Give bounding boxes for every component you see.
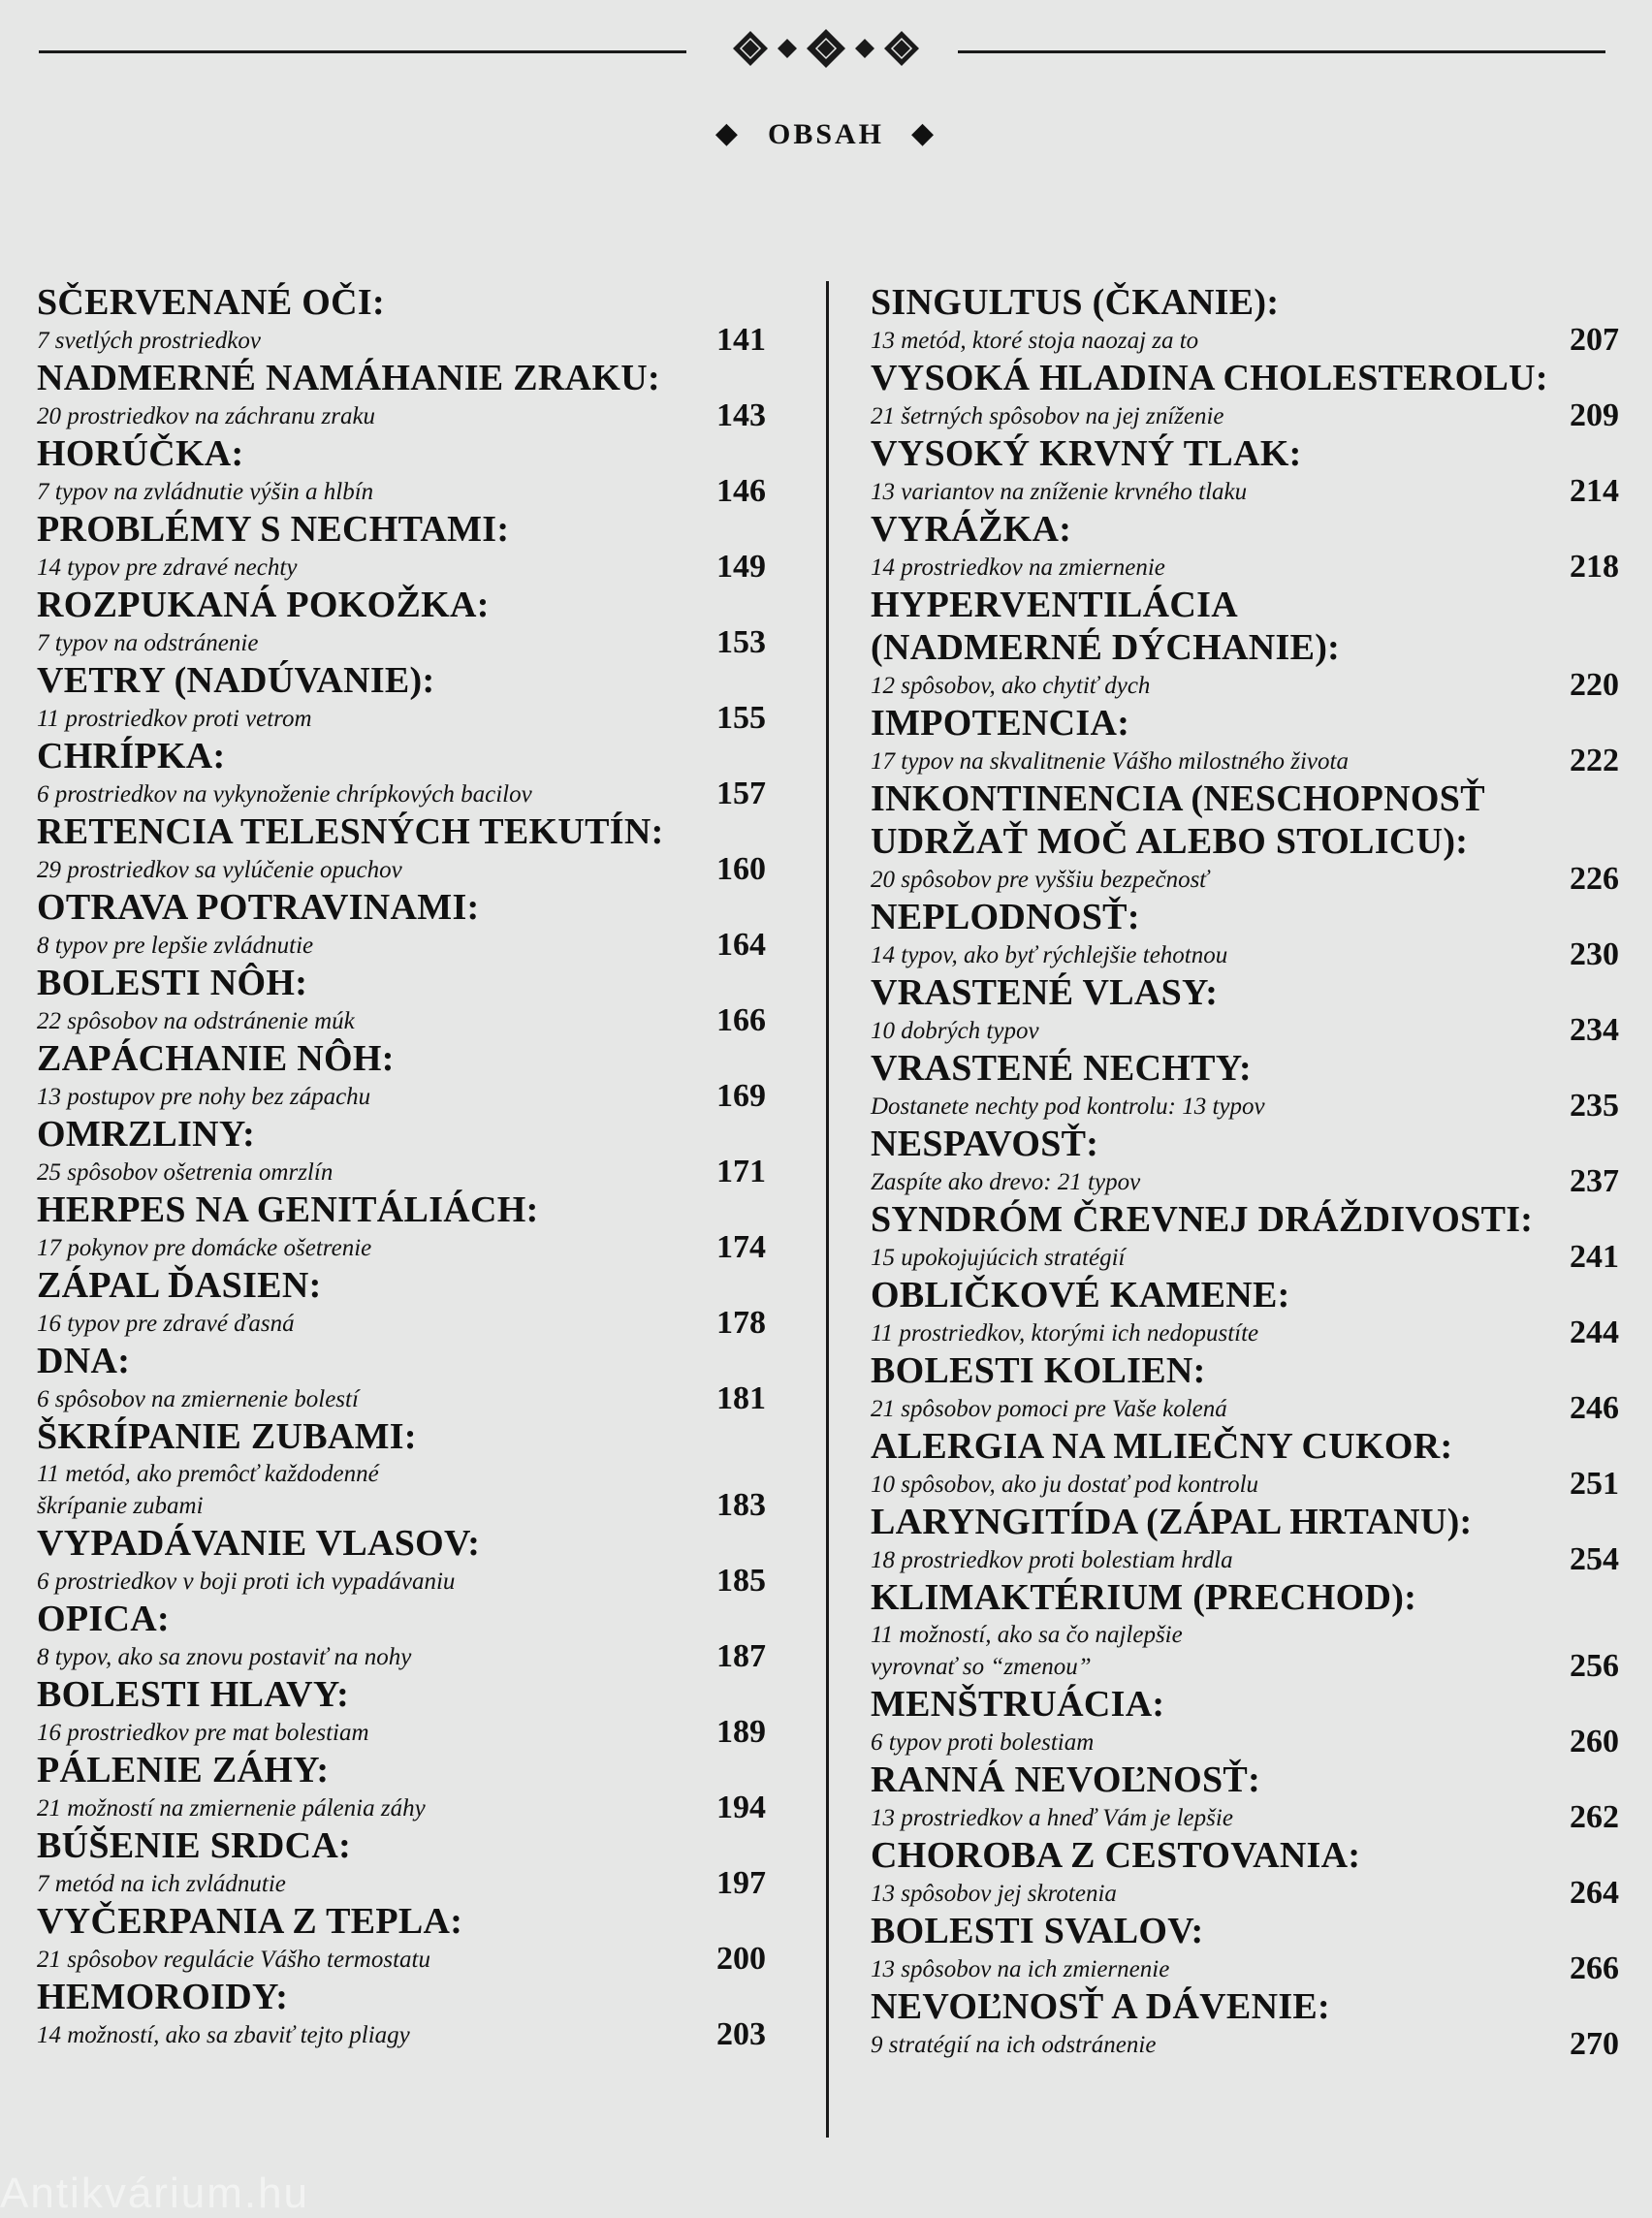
toc-entry <box>37 810 766 886</box>
entry-title: BOLESTI HLAVY: <box>37 1674 350 1715</box>
entry-detail-row <box>37 1867 766 1900</box>
entry-description: 7 typov na zvládnutie výšin a hlbín <box>37 479 374 505</box>
entry-title: NEPLODNOSŤ: <box>871 897 1140 937</box>
entry-description: 25 spôsobov ošetrenia omrzlín <box>37 1159 334 1186</box>
entry-title: ŠKRÍPANIE ZUBAMI: <box>37 1416 417 1457</box>
entry-detail-row <box>871 1165 1619 1198</box>
entry-description: Dostanete nechty pod kontrolu: 13 typov <box>871 1093 1265 1120</box>
toc-entry <box>871 777 1619 896</box>
entry-description: 6 typov proti bolestiam <box>871 1729 1095 1756</box>
entry-title: PROBLÉMY S NECHTAMI: <box>37 509 510 550</box>
toc-entry <box>871 432 1619 508</box>
toc-entry <box>37 1522 766 1598</box>
toc-entry <box>37 886 766 962</box>
entry-title: CHOROBA Z CESTOVANIA: <box>871 1835 1361 1876</box>
page-number: 209 <box>1570 397 1619 433</box>
page-number: 178 <box>716 1305 766 1341</box>
entry-detail-row <box>37 551 766 584</box>
page-number: 230 <box>1570 936 1619 972</box>
entry-title: ZAPÁCHANIE NÔH: <box>37 1038 395 1079</box>
page-number: 222 <box>1570 743 1619 778</box>
entry-detail-row <box>37 853 766 886</box>
entry-detail-row <box>37 1791 766 1824</box>
entry-description: 18 prostriedkov proti bolestiam hrdla <box>871 1547 1233 1573</box>
page-number: 160 <box>716 851 766 887</box>
entry-detail-row <box>37 777 766 810</box>
entry-title: VYRÁŽKA: <box>871 509 1072 550</box>
entry-title: INKONTINENCIA (NESCHOPNOSŤ UDRŽAŤ MOČ ALEBO STOLICU): <box>871 778 1485 862</box>
page-number: 185 <box>716 1563 766 1599</box>
entry-detail-row <box>37 1156 766 1188</box>
toc-entry <box>37 1824 766 1900</box>
entry-description: 17 typov na skvalitnenie Vášho milostného života <box>871 748 1349 775</box>
page-number: 194 <box>716 1790 766 1825</box>
page-number: 260 <box>1570 1724 1619 1759</box>
toc-entry <box>37 1900 766 1976</box>
entry-description: 10 dobrých typov <box>871 1018 1039 1044</box>
entry-detail-row <box>871 1014 1619 1047</box>
page-number: 234 <box>1570 1012 1619 1048</box>
entry-title: BOLESTI NÔH: <box>37 963 308 1003</box>
page-number: 157 <box>716 776 766 811</box>
page-number: 187 <box>716 1638 766 1674</box>
entry-description: 11 prostriedkov proti vetrom <box>37 706 312 732</box>
entry-description: 29 prostriedkov sa vylúčenie opuchov <box>37 857 402 883</box>
page-number: 143 <box>716 397 766 433</box>
entry-description: 20 prostriedkov na záchranu zraku <box>37 403 376 429</box>
entry-title: KLIMAKTÉRIUM (PRECHOD): <box>871 1577 1417 1618</box>
toc-entry <box>871 1047 1619 1123</box>
entry-title: HERPES NA GENITÁLIÁCH: <box>37 1189 539 1230</box>
entry-title: CHRÍPKA: <box>37 736 226 776</box>
entry-detail-row <box>37 324 766 357</box>
entry-detail-row <box>37 2018 766 2051</box>
entry-detail-row <box>871 1090 1619 1123</box>
entry-detail-row <box>37 1307 766 1340</box>
toc-entry <box>871 1834 1619 1910</box>
entry-description: 16 typov pre zdravé ďasná <box>37 1311 295 1337</box>
entry-description: 13 metód, ktoré stoja naozaj za to <box>871 328 1199 354</box>
entry-title: LARYNGITÍDA (ZÁPAL HRTANU): <box>871 1502 1473 1542</box>
toc-entry <box>871 1683 1619 1759</box>
toc-entry <box>871 1501 1619 1576</box>
entry-title: VYSOKÁ HLADINA CHOLESTEROLU: <box>871 358 1548 398</box>
entry-title: OBLIČKOVÉ KAMENE: <box>871 1275 1290 1315</box>
entry-description: 14 typov pre zdravé nechty <box>37 554 298 581</box>
page-number: 262 <box>1570 1799 1619 1835</box>
entry-title: RANNÁ NEVOĽNOSŤ: <box>871 1759 1261 1800</box>
entry-title: DNA: <box>37 1341 131 1381</box>
entry-detail-row <box>871 1952 1619 1985</box>
entry-title: OTRAVA POTRAVINAMI: <box>37 887 480 928</box>
toc-entry <box>37 962 766 1037</box>
page-number: 171 <box>716 1154 766 1189</box>
watermark: Antikvárium.hu <box>0 2170 310 2217</box>
entry-description: 21 šetrných spôsobov na jej zníženie <box>871 403 1224 429</box>
page-number: 218 <box>1570 549 1619 585</box>
page-number: 183 <box>716 1487 766 1523</box>
entry-description: 13 spôsobov jej skrotenia <box>871 1881 1117 1907</box>
toc-entry <box>37 1415 766 1522</box>
toc-entry <box>37 508 766 584</box>
page-number: 241 <box>1570 1239 1619 1275</box>
entry-description: 11 možností, ako sa čo najlepšie vyrovnať so “zmenou” <box>871 1622 1183 1680</box>
toc-entry <box>37 584 766 659</box>
entry-description: 16 prostriedkov pre mat bolestiam <box>37 1720 369 1746</box>
entry-description: 13 spôsobov na ich zmiernenie <box>871 1956 1170 1982</box>
toc-entry <box>37 659 766 735</box>
entry-detail-row <box>871 324 1619 357</box>
toc-entry <box>871 508 1619 584</box>
entry-title: HYPERVENTILÁCIA (NADMERNÉ DÝCHANIE): <box>871 585 1341 668</box>
entry-detail-row <box>871 1801 1619 1834</box>
entry-description: 14 typov, ako byť rýchlejšie tehotnou <box>871 942 1228 968</box>
toc-entry <box>871 1349 1619 1425</box>
page-number: 237 <box>1570 1163 1619 1199</box>
page-number: 266 <box>1570 1950 1619 1986</box>
entry-description: 21 možností na zmiernenie pálenia záhy <box>37 1795 426 1822</box>
entry-description: 13 postupov pre nohy bez zápachu <box>37 1084 371 1110</box>
entry-description: 11 metód, ako premôcť každodenné škrípanie zubami <box>37 1461 379 1519</box>
toc-entry <box>871 896 1619 971</box>
toc-entry <box>871 584 1619 702</box>
entry-description: 12 spôsobov, ako chytiť dych <box>871 673 1151 699</box>
entry-description: 7 typov na odstránenie <box>37 630 259 656</box>
page-number: 174 <box>716 1229 766 1265</box>
top-rule-left <box>39 50 686 53</box>
entry-title: BÚŠENIE SRDCA: <box>37 1825 352 1866</box>
entry-detail-row <box>871 475 1619 508</box>
entry-description: 6 prostriedkov na vykynoženie chrípkových bacilov <box>37 781 532 808</box>
entry-title: VRASTENÉ VLASY: <box>871 972 1219 1013</box>
page-number: 164 <box>716 927 766 963</box>
entry-detail-row <box>871 1241 1619 1274</box>
entry-title: RETENCIA TELESNÝCH TEKUTÍN: <box>37 811 664 852</box>
entry-title: HEMOROIDY: <box>37 1977 289 2017</box>
toc-entry <box>37 1113 766 1188</box>
entry-detail-row <box>871 1619 1619 1683</box>
toc-entry <box>871 1576 1619 1683</box>
entry-title: VYČERPANIA Z TEPLA: <box>37 1901 463 1942</box>
entry-title: SINGULTUS (ČKANIE): <box>871 282 1280 323</box>
entry-description: 20 spôsobov pre vyššiu bezpečnosť <box>871 867 1209 893</box>
page-number: 254 <box>1570 1541 1619 1577</box>
page-number: 207 <box>1570 322 1619 358</box>
toc-entry <box>37 357 766 432</box>
diamond-ornament-icon <box>729 25 923 72</box>
entry-description: 15 upokojujúcich stratégií <box>871 1245 1126 1271</box>
page-number: 214 <box>1570 473 1619 509</box>
entry-detail-row <box>871 1392 1619 1425</box>
page-number: 189 <box>716 1714 766 1750</box>
entry-title: VYPADÁVANIE VLASOV: <box>37 1523 481 1564</box>
page-number: 141 <box>716 322 766 358</box>
toc-entry <box>871 1198 1619 1274</box>
page-number: 235 <box>1570 1088 1619 1124</box>
entry-description: 14 prostriedkov na zmiernenie <box>871 554 1165 581</box>
diamond-icon: ◆ <box>715 117 741 149</box>
page-number: 246 <box>1570 1390 1619 1426</box>
entry-description: 7 svetlých prostriedkov <box>37 328 261 354</box>
page-number: 169 <box>716 1078 766 1114</box>
entry-detail-row <box>871 1726 1619 1759</box>
entry-title: NESPAVOSŤ: <box>871 1124 1099 1164</box>
page-number: 264 <box>1570 1875 1619 1911</box>
entry-title: IMPOTENCIA: <box>871 703 1130 744</box>
entry-description: 11 prostriedkov, ktorými ich nedopustíte <box>871 1320 1259 1347</box>
entry-title: OPICA: <box>37 1599 170 1639</box>
entry-title: SČERVENANÉ OČI: <box>37 282 385 323</box>
entry-title: ZÁPAL ĎASIEN: <box>37 1265 322 1306</box>
entry-title: OMRZLINY: <box>37 1114 256 1155</box>
page-title: OBSAH <box>767 118 885 150</box>
page-number: 146 <box>716 473 766 509</box>
toc-entry <box>37 281 766 357</box>
entry-detail-row <box>871 669 1619 702</box>
entry-title: MENŠTRUÁCIA: <box>871 1684 1165 1725</box>
page-number: 149 <box>716 549 766 585</box>
entry-description: 21 spôsobov pomoci pre Vaše kolená <box>871 1396 1227 1422</box>
entry-title: NEVOĽNOSŤ A DÁVENIE: <box>871 1986 1331 2027</box>
page-number: 153 <box>716 624 766 660</box>
entry-title: NADMERNÉ NAMÁHANIE ZRAKU: <box>37 358 660 398</box>
entry-description: 7 metód na ich zvládnutie <box>37 1871 286 1897</box>
entry-detail-row <box>37 1004 766 1037</box>
entry-title: ALERGIA NA MLIEČNY CUKOR: <box>871 1426 1453 1467</box>
toc-entry <box>37 1598 766 1673</box>
top-rule-right <box>958 50 1605 53</box>
entry-detail-row <box>871 938 1619 971</box>
toc-entry <box>37 432 766 508</box>
entry-detail-row <box>871 1316 1619 1349</box>
toc-entry <box>871 1985 1619 2061</box>
entry-detail-row <box>871 1877 1619 1910</box>
entry-description: 6 prostriedkov v boji proti ich vypadávaniu <box>37 1568 456 1595</box>
entry-detail-row <box>37 929 766 962</box>
entry-detail-row <box>871 399 1619 432</box>
entry-detail-row <box>871 1543 1619 1576</box>
page-number: 256 <box>1570 1648 1619 1684</box>
page-number: 203 <box>716 2016 766 2052</box>
toc-entry <box>37 1188 766 1264</box>
entry-description: 9 stratégií na ich odstránenie <box>871 2032 1157 2058</box>
entry-description: 13 prostriedkov a hneď Vám je lepšie <box>871 1805 1233 1831</box>
entry-description: 10 spôsobov, ako ju dostať pod kontrolu <box>871 1472 1259 1498</box>
toc-entry <box>37 1673 766 1749</box>
entry-description: 6 spôsobov na zmiernenie bolestí <box>37 1386 359 1412</box>
toc-entry <box>871 1274 1619 1349</box>
entry-detail-row <box>37 1231 766 1264</box>
entry-detail-row <box>37 399 766 432</box>
page-number: 251 <box>1570 1466 1619 1502</box>
page-number: 226 <box>1570 861 1619 897</box>
page-number: 220 <box>1570 667 1619 703</box>
column-divider <box>826 281 829 2138</box>
diamond-icon: ◆ <box>911 117 937 149</box>
entry-detail-row <box>871 551 1619 584</box>
toc-entry <box>37 1340 766 1415</box>
toc-entry <box>871 971 1619 1047</box>
entry-description: 17 pokynov pre domácke ošetrenie <box>37 1235 372 1261</box>
entry-detail-row <box>37 1943 766 1976</box>
toc-entry <box>871 1759 1619 1834</box>
entry-detail-row <box>37 1458 766 1522</box>
entry-detail-row <box>37 1716 766 1749</box>
entry-title: VYSOKÝ KRVNÝ TLAK: <box>871 433 1302 474</box>
page-number: 200 <box>716 1941 766 1977</box>
page-number: 244 <box>1570 1315 1619 1350</box>
entry-detail-row <box>871 745 1619 777</box>
page-number: 181 <box>716 1380 766 1416</box>
toc-entry <box>871 1910 1619 1985</box>
toc-entry <box>37 1037 766 1113</box>
entry-detail-row <box>37 702 766 735</box>
entry-description: 14 možností, ako sa zbaviť tejto pliagy <box>37 2022 410 2048</box>
entry-detail-row <box>37 1640 766 1673</box>
entry-detail-row <box>871 863 1619 896</box>
toc-entry <box>871 702 1619 777</box>
entry-title: HORÚČKA: <box>37 433 244 474</box>
entry-detail-row <box>37 1080 766 1113</box>
entry-detail-row <box>37 626 766 659</box>
toc-entry <box>37 1264 766 1340</box>
entry-detail-row <box>871 1468 1619 1501</box>
toc-entry <box>871 281 1619 357</box>
page-number: 166 <box>716 1002 766 1038</box>
entry-description: 8 typov, ako sa znovu postaviť na nohy <box>37 1644 412 1670</box>
entry-detail-row <box>37 1565 766 1598</box>
entry-detail-row <box>37 475 766 508</box>
page-number: 197 <box>716 1865 766 1901</box>
contents-heading <box>0 116 1652 151</box>
entry-detail-row <box>37 1382 766 1415</box>
toc-column-left <box>37 281 766 2051</box>
entry-title: BOLESTI SVALOV: <box>871 1911 1204 1951</box>
page-number: 270 <box>1570 2026 1619 2062</box>
entry-description: 22 spôsobov na odstránenie múk <box>37 1008 355 1034</box>
toc-entry <box>871 1425 1619 1501</box>
toc-entry <box>37 1749 766 1824</box>
entry-title: VRASTENÉ NECHTY: <box>871 1048 1252 1089</box>
toc-column-right <box>871 281 1619 2061</box>
entry-description: 13 variantov na zníženie krvného tlaku <box>871 479 1248 505</box>
entry-description: 8 typov pre lepšie zvládnutie <box>37 933 314 959</box>
toc-entry <box>37 1976 766 2051</box>
entry-description: 21 spôsobov regulácie Vášho termostatu <box>37 1947 430 1973</box>
toc-entry <box>871 1123 1619 1198</box>
entry-detail-row <box>871 2028 1619 2061</box>
toc-entry <box>37 735 766 810</box>
entry-title: SYNDRÓM ČREVNEJ DRÁŽDIVOSTI: <box>871 1199 1534 1240</box>
entry-description: Zaspíte ako drevo: 21 typov <box>871 1169 1141 1195</box>
entry-title: ROZPUKANÁ POKOŽKA: <box>37 585 490 625</box>
page-number: 155 <box>716 700 766 736</box>
entry-title: BOLESTI KOLIEN: <box>871 1350 1206 1391</box>
entry-title: VETRY (NADÚVANIE): <box>37 660 435 701</box>
toc-entry <box>871 357 1619 432</box>
entry-title: PÁLENIE ZÁHY: <box>37 1750 330 1790</box>
